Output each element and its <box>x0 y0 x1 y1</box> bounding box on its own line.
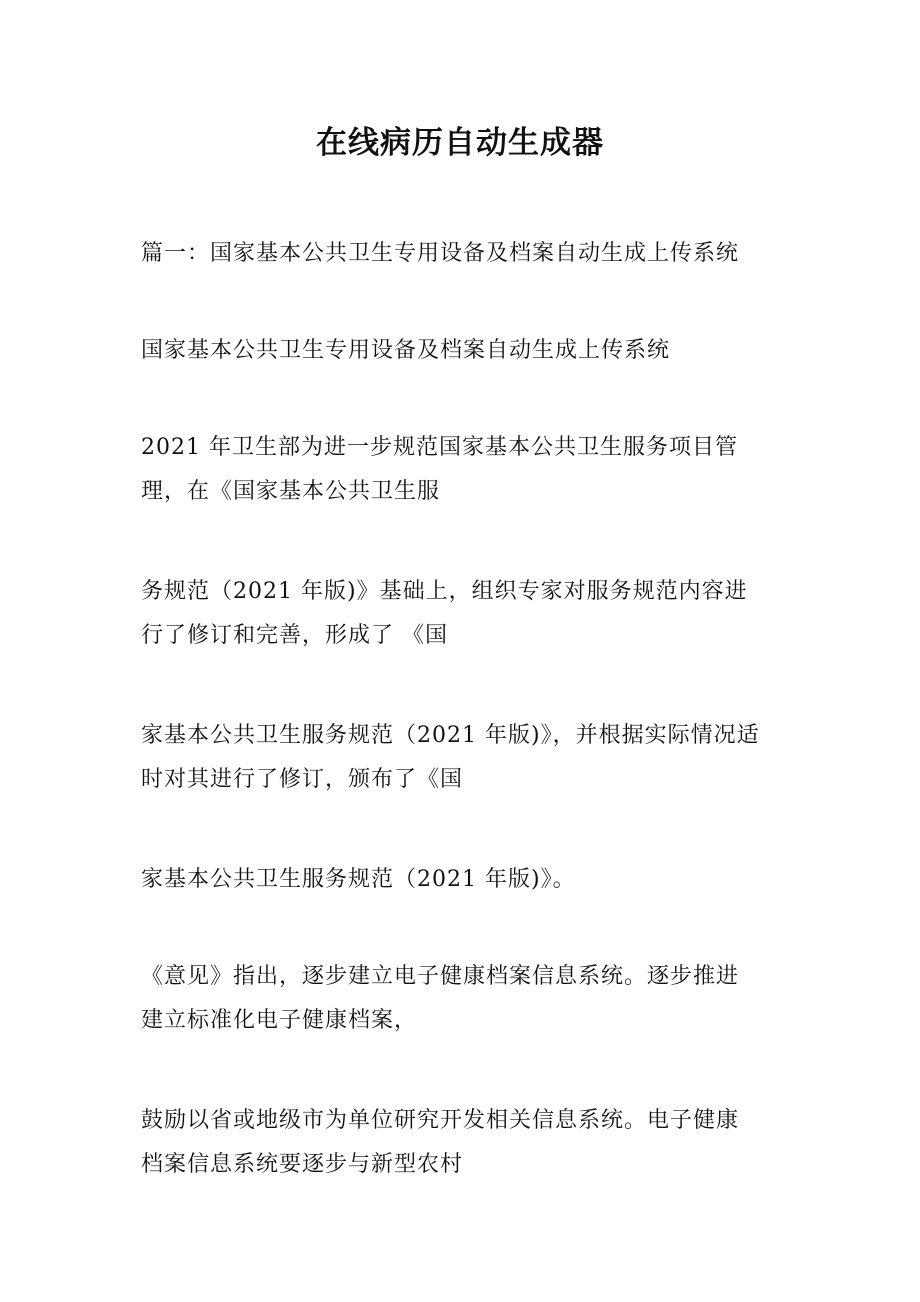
paragraph <box>141 570 791 658</box>
paragraph-line: 家基本公共卫生服务规范（2021 年版)》，并根据实际情况适 <box>141 723 760 748</box>
paragraph-line: 务规范（2021 年版)》基础上，组织专家对服务规范内容进 <box>141 579 748 604</box>
paragraph <box>141 714 791 802</box>
paragraph <box>141 1099 791 1187</box>
paragraph-heading <box>141 232 791 276</box>
paragraph <box>141 426 791 514</box>
paragraph-line: 建立标准化电子健康档案， <box>141 1008 418 1033</box>
paragraph-line: 档案信息系统要逐步与新型农村 <box>141 1152 464 1177</box>
paragraph-line: 鼓励以省或地级市为单位研究开发相关信息系统。电子健康 <box>141 1108 740 1133</box>
paragraph-line: 理，在《国家基本公共卫生服 <box>141 479 441 504</box>
paragraph-line: 《意见》指出，逐步建立电子健康档案信息系统。逐步推进 <box>141 964 740 989</box>
paragraph <box>141 329 791 373</box>
document-title: 在线病历自动生成器 <box>316 125 604 161</box>
paragraph-line: 2021 年卫生部为进一步规范国家基本公共卫生服务项目管 <box>141 435 738 460</box>
paragraph-line: 家基本公共卫生服务规范（2021 年版)》。 <box>141 867 576 892</box>
paragraph-line: 时对其进行了修订，颁布了《国 <box>141 767 464 792</box>
paragraph-line: 篇一：国家基本公共卫生专用设备及档案自动生成上传系统 <box>141 241 740 266</box>
paragraph-line: 国家基本公共卫生专用设备及档案自动生成上传系统 <box>141 338 671 363</box>
paragraph <box>141 955 791 1043</box>
paragraph-line: 行了修订和完善，形成了 《国 <box>141 623 448 648</box>
paragraph <box>141 858 791 902</box>
